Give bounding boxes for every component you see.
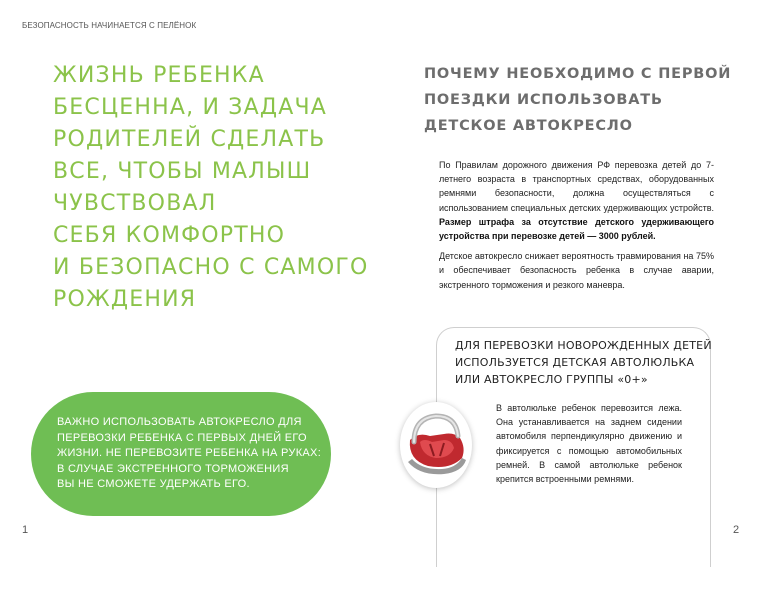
- card-title: [455, 337, 712, 388]
- slogan-line: РОЖДЕНИЯ: [53, 287, 197, 312]
- warning-line: ПЕРЕВОЗКИ РЕБЕНКА С ПЕРВЫХ ДНЕЙ ЕГО: [57, 431, 307, 444]
- card-text: В автолюльке ребенок перевозится лежа. Она устанавливается на заднем сидении автомобиля перпендикулярно движению и фиксируется с помощью автомобильных ремней. В самой автолюльке ребенок крепится встроенными ремнями.: [496, 403, 682, 485]
- warning-callout: [31, 392, 331, 516]
- section-title-line: ПОЕЗДКИ ИСПОЛЬЗОВАТЬ: [424, 92, 663, 108]
- paragraph-safety: Детское автокресло снижает вероятность травмирования на 75% и обеспечивает безопасность ребенка в случае аварии, экстренного торможения и резкого маневра.: [439, 251, 714, 290]
- warning-line: В СЛУЧАЕ ЭКСТРЕННОГО ТОРМОЖЕНИЯ: [57, 462, 289, 475]
- warning-line: ВАЖНО ИСПОЛЬЗОВАТЬ АВТОКРЕСЛО ДЛЯ: [57, 416, 302, 428]
- slogan-heading: [53, 60, 373, 316]
- page-number-left: 1: [22, 524, 29, 536]
- body-text: [439, 158, 714, 298]
- card-title-line: ДЛЯ ПЕРЕВОЗКИ НОВОРОЖДЕННЫХ ДЕТЕЙ: [455, 339, 712, 352]
- car-seat-image: [400, 402, 472, 488]
- slogan-line: БЕСЦЕННА, И ЗАДАЧА: [53, 95, 328, 120]
- section-title: [424, 61, 734, 139]
- card-title-line: ИСПОЛЬЗУЕТСЯ ДЕТСКАЯ АВТОЛЮЛЬКА: [455, 356, 695, 369]
- card-title-line: ИЛИ АВТОКРЕСЛО ГРУППЫ «0+»: [455, 373, 648, 386]
- section-title-line: ПОЧЕМУ НЕОБХОДИМО С ПЕРВОЙ: [424, 66, 732, 82]
- warning-line: ЖИЗНИ. НЕ ПЕРЕВОЗИТЕ РЕБЕНКА НА РУКАХ:: [57, 447, 322, 459]
- slogan-line: РОДИТЕЛЕЙ СДЕЛАТЬ: [53, 127, 326, 152]
- fine-amount-text: Размер штрафа за отсутствие детского удерживающего устройства при перевозке детей — 3000 рублей.: [439, 216, 714, 242]
- header-title: БЕЗОПАСНОСТЬ НАЧИНАЕТСЯ С ПЕЛЁНОК: [22, 21, 197, 30]
- slogan-line: СЕБЯ КОМФОРТНО: [53, 223, 286, 248]
- slogan-line: ЖИЗНЬ РЕБЕНКА: [53, 63, 265, 88]
- paragraph-rules: [439, 158, 714, 243]
- slogan-line: ВСЕ, ЧТОБЫ МАЛЫШ: [53, 159, 312, 184]
- page-number-right: 2: [733, 524, 740, 536]
- slogan-line: ЧУВСТВОВАЛ: [53, 191, 217, 216]
- warning-line: ВЫ НЕ СМОЖЕТЕ УДЕРЖАТЬ ЕГО.: [57, 478, 250, 490]
- car-seat-icon: [400, 402, 472, 488]
- section-title-line: ДЕТСКОЕ АВТОКРЕСЛО: [424, 118, 633, 134]
- slogan-line: И БЕЗОПАСНО С САМОГО: [53, 255, 369, 280]
- paragraph-rules-text: По Правилам дорожного движения РФ перевозка детей до 7-летнего возраста в транспортных средствах, оборудованных ремнями безопасности, должна осуществляться с использованием специальных детских удерживающих устройств.: [439, 160, 714, 213]
